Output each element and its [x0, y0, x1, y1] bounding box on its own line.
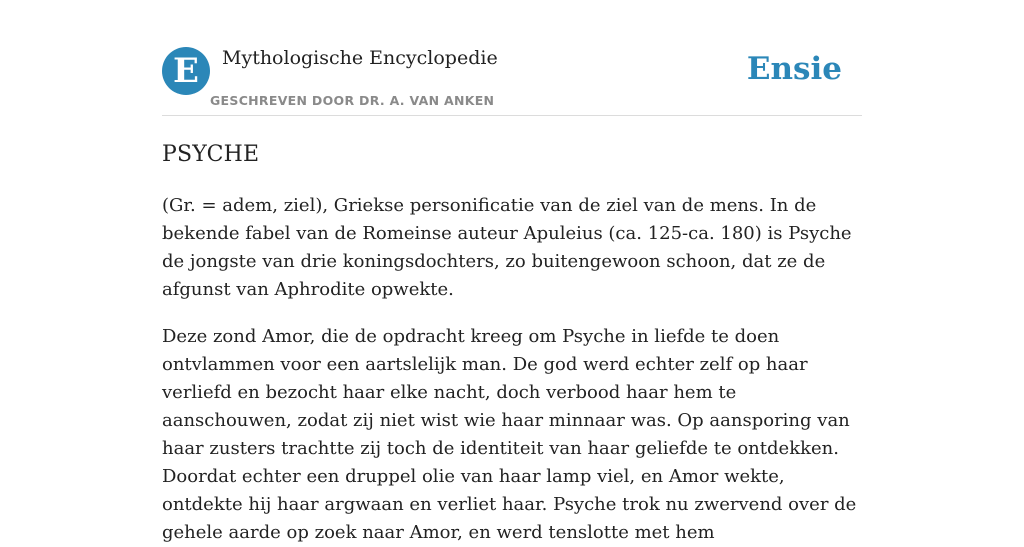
article-paragraph-2: Deze zond Amor, die de opdracht kreeg om Psyche in liefde te doen ontvlammen voor een aartslelijk man. De god werd echter zelf op haar verliefd en bezocht haar elke nacht, doch verbood haar hem te aanschouwen, zodat zij niet wist wie haar minnaar was. Op aansporing van haar zusters trachtte zij toch de identiteit van haar geliefde te ontdekken. Doordat echter een druppel olie van haar lamp viel, en Amor wekte, ontdekte hij haar argwaan en verliet haar. Psyche trok nu zwervend over de gehele aarde op zoek naar Amor, en werd tenslotte met hem [162, 326, 857, 543]
header [162, 45, 862, 115]
author-line: GESCHREVEN DOOR DR. A. VAN ANKEN [210, 93, 495, 108]
ensie-brand-logo[interactable]: Ensie [746, 51, 842, 87]
header-divider [162, 115, 862, 116]
encyclopedia-logo-icon[interactable]: E [162, 47, 210, 95]
book-title-link[interactable]: Mythologische Encyclopedie [222, 47, 498, 69]
article-title: PSYCHE [162, 142, 260, 167]
article [162, 136, 862, 547]
article-paragraph-1: (Gr. = adem, ziel), Griekse personificatie van de ziel van de mens. In de bekende fabel van de Romeinse auteur Apuleius (ca. 125-ca. 180) is Psyche de jongste van drie koningsdochters, zo buitengewoon schoon, dat ze de afgunst van Aphrodite opwekte. [162, 195, 852, 300]
